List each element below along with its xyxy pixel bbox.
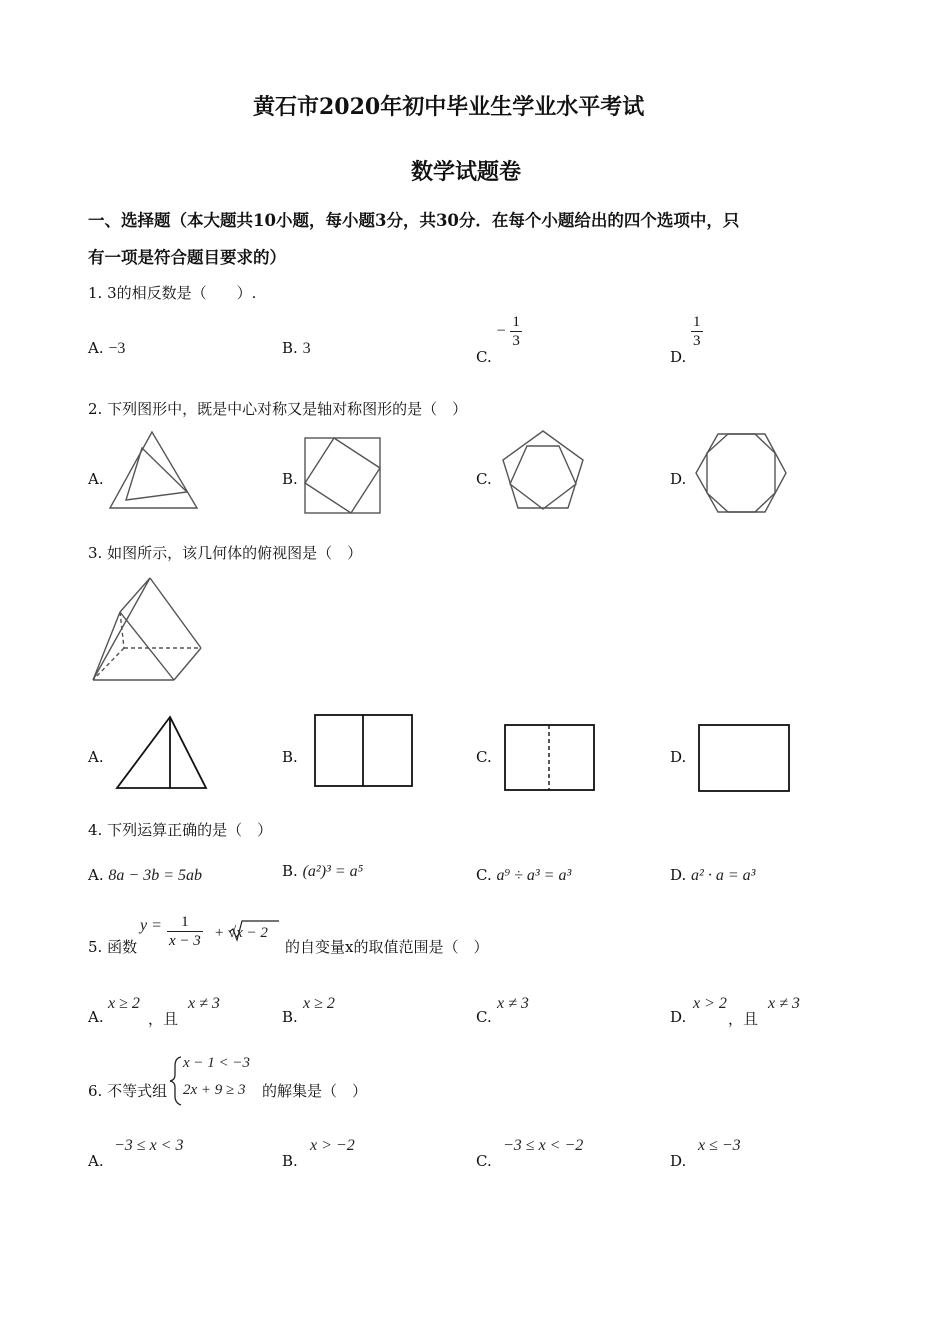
- q3-option-c-label: C.: [476, 748, 492, 766]
- exam-subtitle: 数学试题卷: [411, 159, 522, 185]
- q3-option-b-figure: [315, 715, 412, 786]
- q4-option-b-expression: (a²)³ = a⁵: [302, 863, 364, 880]
- q1-option-d-label: D.: [670, 347, 687, 366]
- q2-figure-a-triangle: [110, 432, 197, 508]
- q6-option-a-label: A.: [88, 1152, 104, 1170]
- q5-option-c-label: C.: [476, 1008, 492, 1026]
- q1-option-d-denominator: 3: [693, 333, 701, 349]
- q6-inequality-1: x − 1 < −3: [183, 1055, 251, 1071]
- q4-option-c: [476, 866, 571, 885]
- section-heading-line2: 有一项是符合题目要求的）: [88, 248, 286, 267]
- q4-option-d: [670, 866, 755, 885]
- q2-figure-b-square: [305, 438, 380, 513]
- question-3-stem: 3. 如图所示，该几何体的俯视图是（ ）: [88, 544, 363, 562]
- q1-option-b-label: B.: [282, 339, 298, 357]
- q4-option-a-expression: 8a − 3b = 5ab: [108, 867, 202, 884]
- question-6-prefix: 6. 不等式组: [88, 1082, 168, 1100]
- q5-option-a-and: ，且: [148, 1010, 179, 1028]
- q4-option-c-label: C.: [476, 866, 492, 884]
- q5-option-a-expr1: x ≥ 2: [108, 995, 140, 1012]
- q5-option-d-and: ，且: [728, 1010, 759, 1028]
- q3-option-d-label: D.: [670, 748, 687, 766]
- q4-option-d-label: D.: [670, 866, 687, 884]
- q5-option-b-expr: x ≥ 2: [303, 995, 335, 1012]
- q6-brace: [170, 1057, 181, 1105]
- q3-option-a-figure: [117, 717, 206, 788]
- q1-option-c-denominator: 3: [512, 333, 520, 349]
- q5-function-lhs: y =: [140, 917, 162, 934]
- q5-function: [140, 913, 203, 950]
- q5-option-d-expr1: x > 2: [693, 995, 727, 1012]
- question-6-suffix: 的解集是（ ）: [262, 1082, 368, 1100]
- q6-option-b-expr: x > −2: [310, 1137, 355, 1154]
- q1-option-c-sign: −: [496, 322, 506, 340]
- q2-option-b-label: B.: [282, 470, 298, 488]
- q1-option-b-value: 3: [302, 340, 311, 357]
- question-4-stem: 4. 下列运算正确的是（ ）: [88, 821, 273, 839]
- exam-title: 黄石市2020年初中毕业生学业水平考试: [253, 94, 645, 120]
- q5-option-c-expr: x ≠ 3: [497, 995, 529, 1012]
- question-1-stem: 1. 3的相反数是（ ）.: [88, 284, 257, 302]
- q5-option-b-label: B.: [282, 1008, 298, 1026]
- q3-option-c-figure: [505, 725, 594, 790]
- q4-option-b: [282, 862, 363, 881]
- q3-option-d-figure: [699, 725, 789, 791]
- q5-option-a-expr2: x ≠ 3: [188, 995, 220, 1012]
- q3-option-b-label: B.: [282, 748, 298, 766]
- q1-option-c-label: C.: [476, 347, 492, 366]
- q6-inequality-2: 2x + 9 ≥ 3: [183, 1082, 246, 1098]
- q6-option-a-expr: −3 ≤ x < 3: [114, 1137, 184, 1154]
- q6-option-d-label: D.: [670, 1152, 687, 1170]
- q3-option-a-label: A.: [88, 748, 104, 766]
- q1-option-a-value: −3: [108, 340, 126, 357]
- q4-option-a-label: A.: [88, 866, 104, 884]
- q2-figure-c-pentagon: [503, 431, 583, 509]
- question-2-stem: 2. 下列图形中，既是中心对称又是轴对称图形的是（ ）: [88, 400, 468, 418]
- q5-option-a-label: A.: [88, 1008, 104, 1026]
- q2-option-a-label: A.: [88, 470, 104, 488]
- q1-option-c-numerator: 1: [512, 314, 520, 330]
- q5-function-radical: + √x − 2: [214, 925, 268, 941]
- q3-solid-figure: [93, 578, 201, 680]
- q5-function-denominator: x − 3: [169, 933, 201, 949]
- q4-option-d-expression: a² · a = a³: [691, 867, 756, 884]
- q5-function-fraction: [167, 913, 203, 950]
- q2-figure-d-hexagon: [696, 434, 786, 512]
- question-5-prefix: 5. 函数: [88, 938, 138, 956]
- q1-option-d-numerator: 1: [693, 314, 701, 330]
- q4-option-b-label: B.: [282, 862, 298, 880]
- q4-option-a: [88, 866, 202, 885]
- q2-option-d-label: D.: [670, 470, 687, 488]
- question-5-suffix: 的自变量x的取值范围是（ ）: [285, 938, 489, 956]
- q4-option-c-expression: a⁹ ÷ a³ = a³: [496, 867, 572, 884]
- q5-option-d-expr2: x ≠ 3: [768, 995, 800, 1012]
- section-heading-line1: 一、选择题（本大题共10小题，每小题3分，共30分．在每个小题给出的四个选项中，只: [88, 211, 740, 230]
- q6-option-c-expr: −3 ≤ x < −2: [503, 1137, 584, 1154]
- q6-option-d-expr: x ≤ −3: [698, 1137, 741, 1154]
- q1-option-a-label: A.: [88, 339, 104, 357]
- q6-option-c-label: C.: [476, 1152, 492, 1170]
- q2-option-c-label: C.: [476, 470, 492, 488]
- q5-option-d-label: D.: [670, 1008, 687, 1026]
- q5-function-numerator: 1: [167, 913, 203, 932]
- q6-option-b-label: B.: [282, 1152, 298, 1170]
